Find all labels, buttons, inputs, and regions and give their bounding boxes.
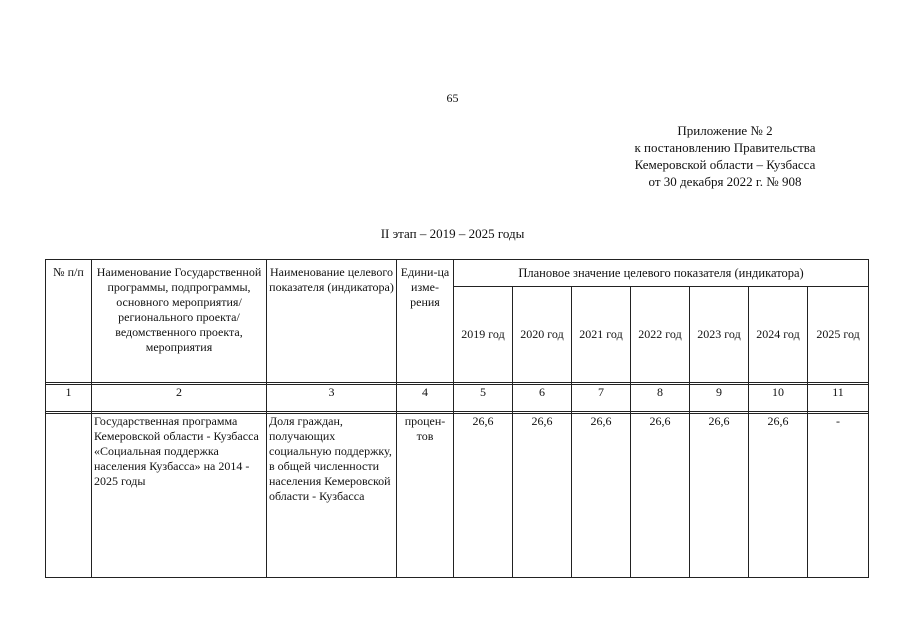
header-year: 2021 год (572, 287, 631, 383)
appendix-header (595, 122, 855, 190)
header-program-name: Наименование Государственной программы, подпрограммы, основного мероприятия/ регионального проекта/ ведомственного проекта, мероприятия (92, 260, 267, 383)
header-number: № п/п (46, 260, 92, 383)
header-plan-value: Плановое значение целевого показателя (индикатора) (454, 260, 869, 287)
row-unit: процен-тов (397, 414, 454, 578)
row-value-2020: 26,6 (513, 414, 572, 578)
column-number: 4 (397, 385, 454, 412)
appendix-title: Приложение № 2 (677, 123, 773, 138)
header-year: 2025 год (808, 287, 869, 383)
column-number: 8 (631, 385, 690, 412)
column-number: 9 (690, 385, 749, 412)
column-number: 3 (267, 385, 397, 412)
header-year: 2019 год (454, 287, 513, 383)
header-row-1 (46, 260, 869, 287)
row-value-2025: - (808, 414, 869, 578)
header-year: 2022 год (631, 287, 690, 383)
column-number: 11 (808, 385, 869, 412)
stage-title: II этап – 2019 – 2025 годы (380, 226, 525, 241)
column-number: 5 (454, 385, 513, 412)
row-value-2024: 26,6 (749, 414, 808, 578)
row-number (46, 414, 92, 578)
indicators-table (45, 259, 869, 578)
header-year: 2023 год (690, 287, 749, 383)
row-value-2021: 26,6 (572, 414, 631, 578)
page-number: 65 (446, 91, 459, 105)
table-row (46, 414, 869, 578)
appendix-region: Кемеровской области – Кузбасса (634, 157, 816, 172)
header-indicator-name: Наименование целевого показателя (индикатора) (267, 260, 397, 383)
column-number: 7 (572, 385, 631, 412)
column-number-row (46, 385, 869, 412)
column-number: 1 (46, 385, 92, 412)
column-number: 10 (749, 385, 808, 412)
appendix-reference: к постановлению Правительства (634, 140, 816, 155)
column-number: 2 (92, 385, 267, 412)
appendix-date: от 30 декабря 2022 г. № 908 (648, 174, 802, 189)
header-year: 2020 год (513, 287, 572, 383)
row-value-2023: 26,6 (690, 414, 749, 578)
column-number: 6 (513, 385, 572, 412)
header-year: 2024 год (749, 287, 808, 383)
row-program-name: Государственная программа Кемеровской области - Кузбасса «Социальная поддержка населения Кузбасса» на 2014 - 2025 годы (92, 414, 267, 578)
row-indicator-name: Доля граждан, получающих социальную поддержку, в общей численности населения Кемеровской области - Кузбасса (267, 414, 397, 578)
row-value-2019: 26,6 (454, 414, 513, 578)
row-value-2022: 26,6 (631, 414, 690, 578)
header-unit: Едини-ца изме-рения (397, 260, 454, 383)
